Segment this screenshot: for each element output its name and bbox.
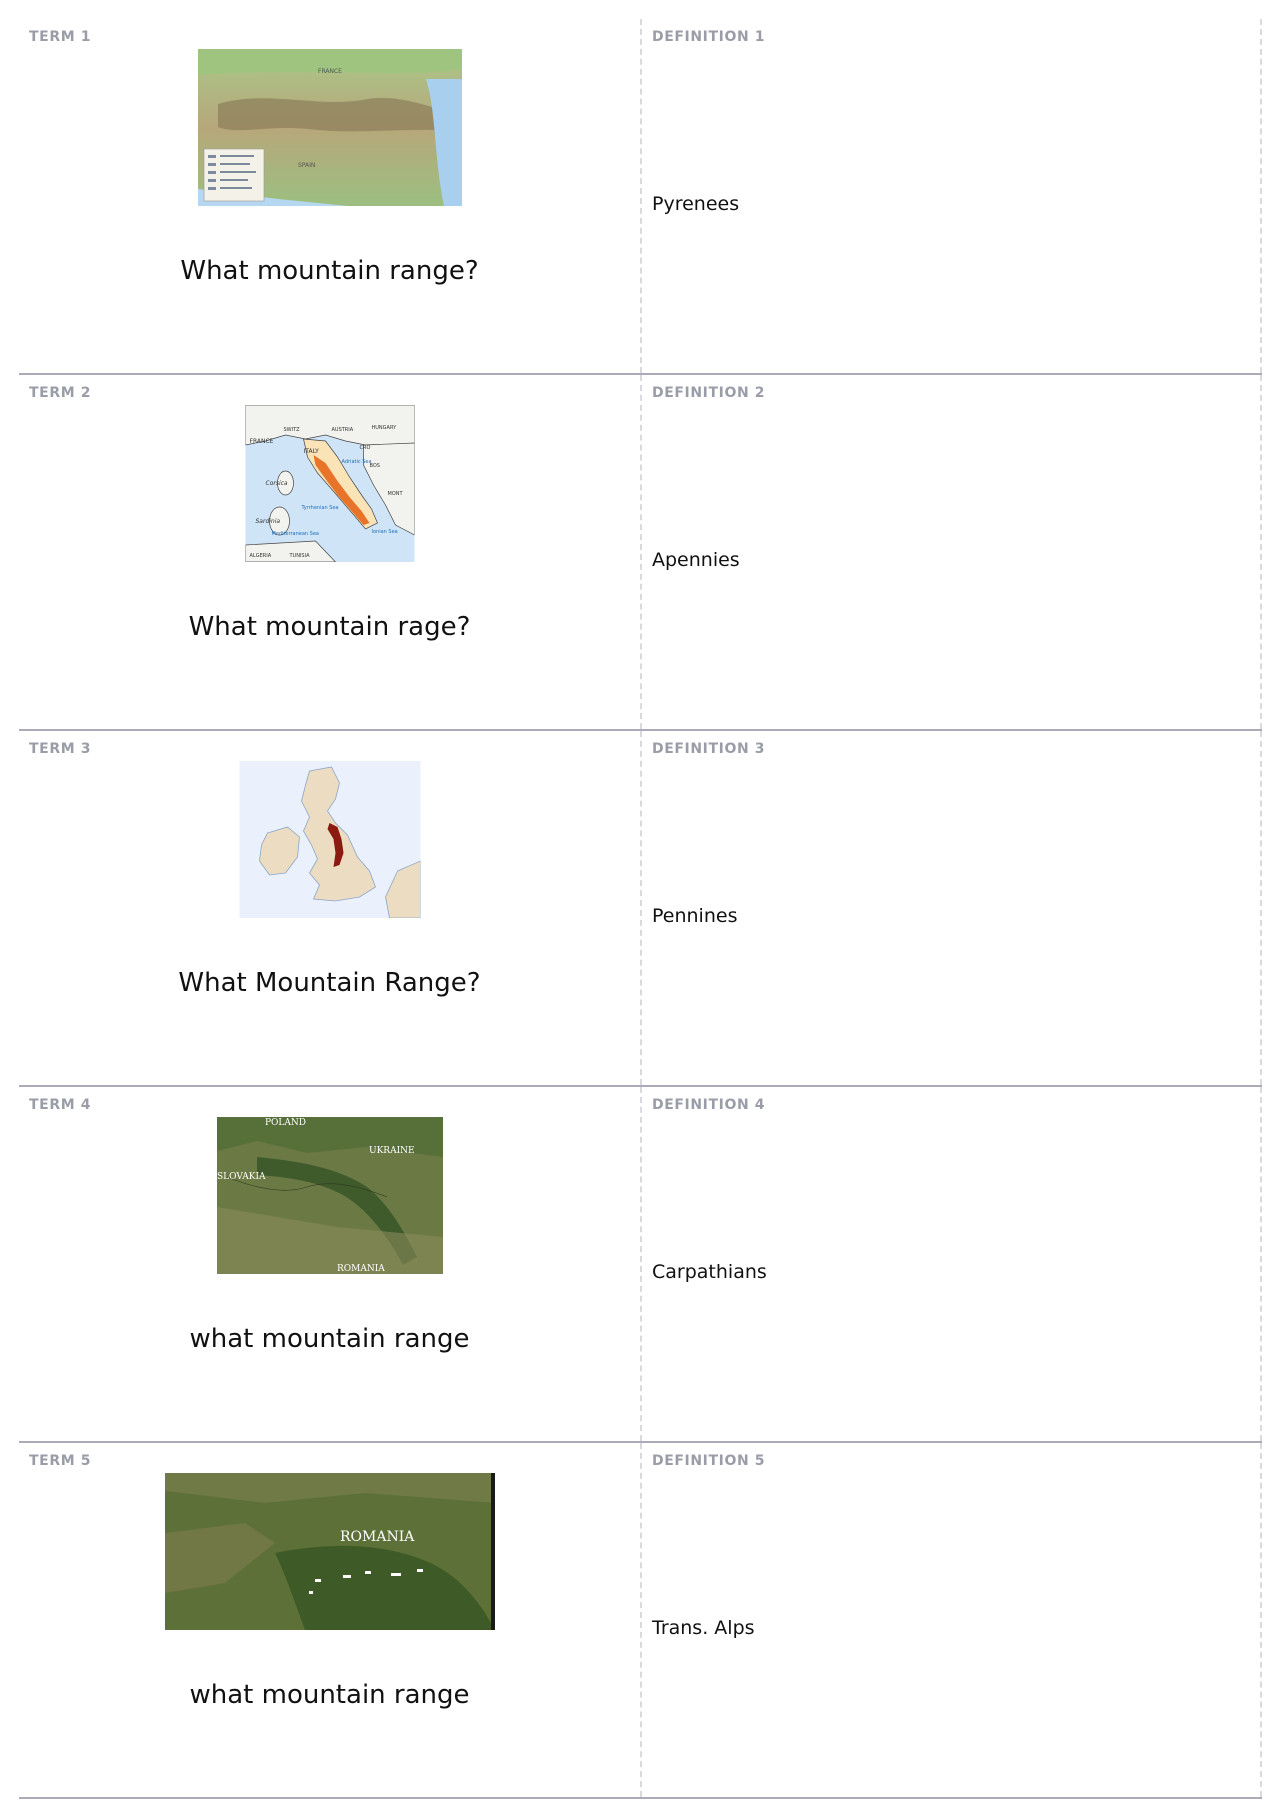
map-label: MONT (387, 491, 403, 497)
map-label: Sardinia (255, 518, 280, 525)
flashcard-row (19, 731, 1262, 1087)
map-label: TUNISIA (289, 553, 309, 559)
definition-cell[interactable] (642, 731, 1262, 1085)
map-label: Corsica (265, 480, 288, 487)
term-label: TERM 1 (29, 29, 92, 45)
definition-label: DEFINITION 1 (652, 29, 766, 45)
definition-text: Apennies (652, 549, 740, 571)
term-cell[interactable] (19, 19, 642, 373)
definition-cell[interactable] (642, 19, 1262, 373)
map-label: AUSTRIA (331, 427, 353, 433)
term-text: what mountain range (189, 1324, 470, 1354)
definition-cell[interactable] (642, 1443, 1262, 1797)
definition-text: Pyrenees (652, 193, 740, 215)
definition-label: DEFINITION 4 (652, 1097, 766, 1113)
map-label: FRANCE (249, 438, 273, 445)
map-label: ITALY (303, 448, 319, 455)
map-label: Ionian Sea (371, 529, 398, 535)
flashcard-row (19, 1087, 1262, 1443)
term-cell[interactable] (19, 375, 642, 729)
definition-text: Carpathians (652, 1261, 767, 1283)
term-image-romania-satellite (165, 1473, 495, 1630)
flashcard-sheet (19, 19, 1262, 1799)
term-cell[interactable] (19, 1443, 642, 1797)
map-label: CRO (359, 445, 370, 451)
map-label: SWITZ (283, 427, 300, 433)
term-cell[interactable] (19, 731, 642, 1085)
map-label: SPAIN (297, 162, 315, 169)
flashcard-row (19, 19, 1262, 375)
term-image-pyrenees-map (198, 49, 462, 206)
definition-label: DEFINITION 2 (652, 385, 766, 401)
term-text: What mountain rage? (188, 612, 471, 642)
term-text: What Mountain Range? (178, 968, 481, 998)
map-label: SLOVAKIA (216, 1172, 266, 1182)
term-image-britain-map (239, 761, 420, 918)
map-label: HUNGARY (371, 425, 396, 431)
term-text: What mountain range? (180, 256, 479, 286)
map-label: ALGERIA (249, 553, 271, 559)
map-label: FRANCE (317, 68, 342, 75)
term-cell[interactable] (19, 1087, 642, 1441)
term-label: TERM 5 (29, 1453, 92, 1469)
term-text: what mountain range (189, 1680, 470, 1710)
flashcard-row (19, 1443, 1262, 1799)
definition-label: DEFINITION 3 (652, 741, 766, 757)
map-label: Adriatic Sea (341, 459, 372, 465)
map-label: POLAND (264, 1118, 306, 1128)
definition-text: Trans. Alps (652, 1617, 755, 1639)
term-label: TERM 3 (29, 741, 92, 757)
term-image-italy-map (245, 405, 414, 562)
term-label: TERM 2 (29, 385, 92, 401)
definition-cell[interactable] (642, 375, 1262, 729)
map-label: BOS (369, 463, 380, 469)
map-label: ROMANIA (339, 1529, 414, 1545)
map-label: Mediterranean Sea (271, 531, 319, 537)
definition-cell[interactable] (642, 1087, 1262, 1441)
definition-text: Pennines (652, 905, 738, 927)
term-label: TERM 4 (29, 1097, 92, 1113)
definition-label: DEFINITION 5 (652, 1453, 766, 1469)
map-label: ROMANIA (336, 1264, 385, 1274)
term-image-carpathians-satellite (217, 1117, 443, 1274)
map-label: UKRAINE (368, 1146, 415, 1156)
map-label: Tyrrhenian Sea (301, 505, 339, 511)
flashcard-row (19, 375, 1262, 731)
